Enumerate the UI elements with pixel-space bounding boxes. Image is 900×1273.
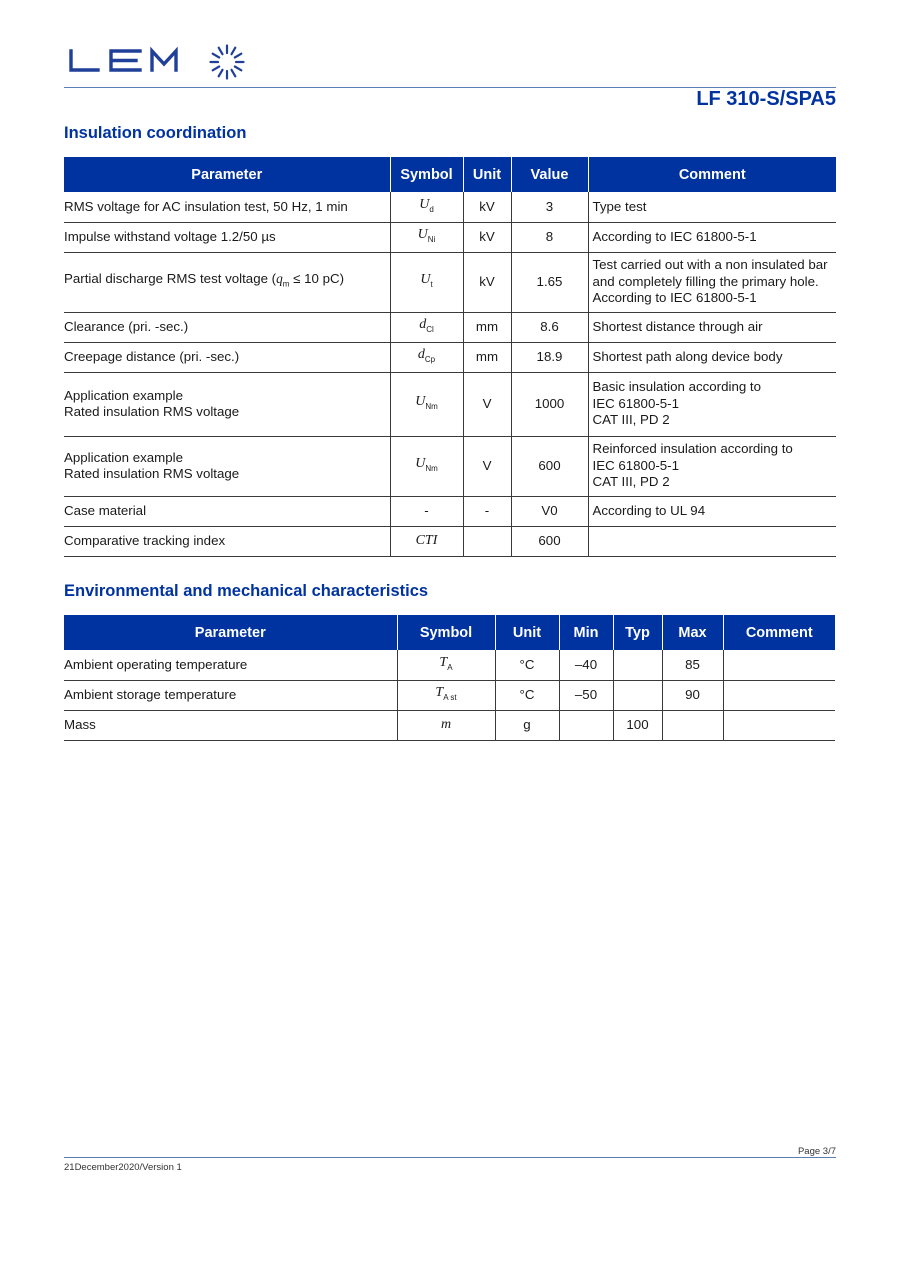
unit-cell: g [495,710,559,740]
header-value: Value [511,157,588,192]
environmental-section-title: Environmental and mechanical characteristics [64,582,429,600]
comment-cell: Shortest distance through air [588,312,836,342]
table-header-row [64,615,835,650]
table-row [64,710,835,740]
symbol-cell: $U_{Ni}$ [390,222,463,252]
param-cell: Mass [64,710,397,740]
comment-cell [723,710,835,740]
document-version: 21December2020/Version 1 [64,1162,182,1173]
header-symbol: Symbol [397,615,495,650]
header-comment: Comment [588,157,836,192]
comment-cell: Reinforced insulation according to IEC 61800-5-1 CAT III, PD 2 [588,436,836,496]
value-cell: 600 [511,436,588,496]
param-cell: Application example Rated insulation RMS voltage [64,372,390,436]
header-unit: Unit [495,615,559,650]
table-row [64,436,836,496]
param-cell: RMS voltage for AC insulation test, 50 Hz, 1 min [64,192,390,222]
unit-cell: kV [463,222,511,252]
param-cell: Comparative tracking index [64,526,390,556]
comment-cell: According to UL 94 [588,496,836,526]
symbol-cell: m [397,710,495,740]
param-cell: Clearance (pri. -sec.) [64,312,390,342]
unit-cell: °C [495,680,559,710]
comment-cell [588,526,836,556]
comment-cell: Shortest path along device body [588,342,836,372]
comment-cell: Basic insulation according to IEC 61800-5-1 CAT III, PD 2 [588,372,836,436]
param-cell: Case material [64,496,390,526]
unit-cell: kV [463,252,511,312]
param-cell: Ambient operating temperature [64,650,397,680]
min-cell: –40 [559,650,613,680]
value-cell: 3 [511,192,588,222]
param-cell: Impulse withstand voltage 1.2/50 µs [64,222,390,252]
header-symbol: Symbol [390,157,463,192]
value-cell: 600 [511,526,588,556]
table-row [64,312,836,342]
value-cell: 1.65 [511,252,588,312]
header-typ: Typ [613,615,662,650]
param-cell: Partial discharge RMS test voltage ($q_m \le 10$ pC) [64,252,390,312]
unit-cell: - [463,496,511,526]
symbol-cell: - [390,496,463,526]
table-row [64,526,836,556]
table-row [64,192,836,222]
param-cell: Creepage distance (pri. -sec.) [64,342,390,372]
min-cell: –50 [559,680,613,710]
param-cell: Ambient storage temperature [64,680,397,710]
lem-logo [68,40,250,84]
param-cell: Application example Rated insulation RMS voltage [64,436,390,496]
product-name: LF 310-S/SPA5 [696,88,836,110]
header-parameter: Parameter [64,157,390,192]
header-comment: Comment [723,615,835,650]
symbol-cell: CTI [390,526,463,556]
table-row [64,252,836,312]
page-number: Page 3/7 [797,1146,836,1157]
table-row [64,680,835,710]
unit-cell: kV [463,192,511,222]
value-cell: V0 [511,496,588,526]
typ-cell [613,680,662,710]
insulation-section-title: Insulation coordination [64,124,247,142]
environmental-table [64,615,835,741]
unit-cell: °C [495,650,559,680]
max-cell: 90 [662,680,723,710]
table-row [64,222,836,252]
symbol-cell: $U_{Nm}$ [390,436,463,496]
value-cell: 1000 [511,372,588,436]
table-row [64,342,836,372]
comment-cell: According to IEC 61800-5-1 [588,222,836,252]
table-row [64,372,836,436]
unit-cell [463,526,511,556]
max-cell: 85 [662,650,723,680]
footer-rule [64,1157,836,1158]
comment-cell: Test carried out with a non insulated bar and completely filling the primary hole. According to IEC 61800-5-1 [588,252,836,312]
header-max: Max [662,615,723,650]
symbol-cell: $U_d$ [390,192,463,222]
symbol-cell: $d_{Cp}$ [390,342,463,372]
value-cell: 8.6 [511,312,588,342]
max-cell [662,710,723,740]
symbol-cell: $d_{Cl}$ [390,312,463,342]
comment-cell: Type test [588,192,836,222]
table-header-row [64,157,836,192]
typ-cell: 100 [613,710,662,740]
value-cell: 18.9 [511,342,588,372]
symbol-cell: $U_t$ [390,252,463,312]
unit-cell: V [463,372,511,436]
header-unit: Unit [463,157,511,192]
comment-cell [723,680,835,710]
comment-cell [723,650,835,680]
header-parameter: Parameter [64,615,397,650]
insulation-table [64,157,836,557]
value-cell: 8 [511,222,588,252]
symbol-cell: $T_A$ [397,650,495,680]
symbol-cell: $U_{Nm}$ [390,372,463,436]
min-cell [559,710,613,740]
unit-cell: mm [463,312,511,342]
table-row [64,650,835,680]
unit-cell: V [463,436,511,496]
table-row [64,496,836,526]
unit-cell: mm [463,342,511,372]
symbol-cell: $T_{A st}$ [397,680,495,710]
typ-cell [613,650,662,680]
header-min: Min [559,615,613,650]
